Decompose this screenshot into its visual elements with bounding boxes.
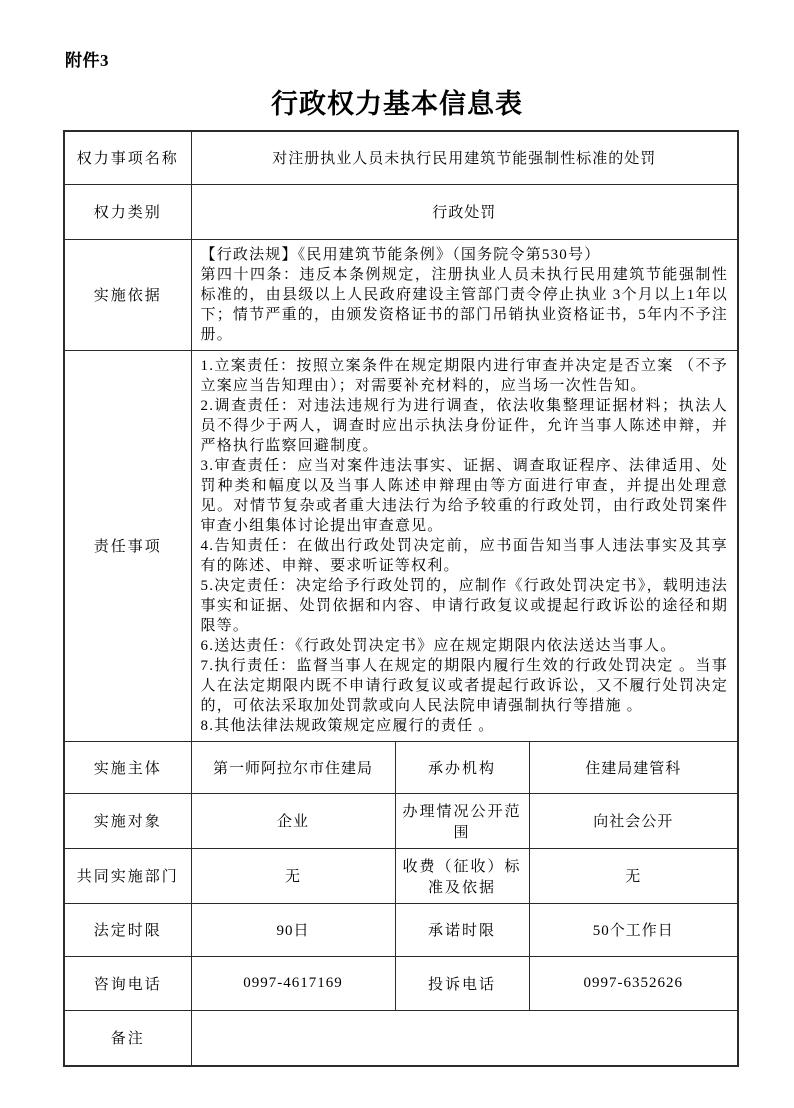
row-label-fee: 收费（征收）标准及依据 xyxy=(395,848,529,903)
table-row-subject xyxy=(64,741,738,793)
row-label-legal-limit: 法定时限 xyxy=(64,903,191,956)
duty-item-3: 3.审查责任：应当对案件违法事实、证据、调查取证程序、法律适用、处罚种类和幅度以及当事人陈述申辩理由等方面进行审查，并提出处理意见。对情节复杂或者重大违法行为给予较重的行政处罚，由行政处罚案件审查小组集体讨论提出审查意见。 xyxy=(200,457,729,534)
row-value-remark xyxy=(191,1010,738,1066)
row-value-legal-limit: 90日 xyxy=(191,903,395,956)
row-value-agency: 住建局建管科 xyxy=(529,741,738,793)
duty-item-2: 2.调查责任：对违法违规行为进行调查，依法收集整理证据材料；执法人员不得少于两人，调查时应出示执法身份证件，允许当事人陈述申辩，并严格执行监察回避制度。 xyxy=(200,397,729,454)
attachment-label: 附件3 xyxy=(65,51,109,70)
row-value-promise-limit: 50个工作日 xyxy=(529,903,738,956)
duty-item-5: 5.决定责任：决定给予行政处罚的，应制作《行政处罚决定书》，载明违法事实和证据、处罚依据和内容、申请行政复议或提起行政诉讼的途径和期限等。 xyxy=(200,577,729,634)
table-row-remark xyxy=(64,1010,738,1066)
table-row-item-name xyxy=(64,131,738,184)
row-label-consult-phone: 咨询电话 xyxy=(64,956,191,1010)
table-row-object xyxy=(64,793,738,848)
duty-item-8: 8.其他法律法规政策规定应履行的责任 。 xyxy=(200,717,495,734)
row-value-fee: 无 xyxy=(529,848,738,903)
info-table xyxy=(63,130,739,1067)
row-label-subject: 实施主体 xyxy=(64,741,191,793)
table-row-basis xyxy=(64,239,738,350)
row-value-consult-phone: 0997-4617169 xyxy=(191,956,395,1010)
row-label-object: 实施对象 xyxy=(64,793,191,848)
row-label-complaint-phone: 投诉电话 xyxy=(395,956,529,1010)
duty-item-4: 4.告知责任：在做出行政处罚决定前，应书面告知当事人违法事实及其享有的陈述、申辩、要求听证等权利。 xyxy=(200,537,729,574)
basis-line-2: 第四十四条：违反本条例规定，注册执业人员未执行民用建筑节能强制性标准的，由县级以上人民政府建设主管部门责令停止执业 3个月以上1年以下；情节严重的，由颁发资格证书的部门吊销执业资格证书，5年内不予注册。 xyxy=(200,266,729,343)
row-label-duty: 责任事项 xyxy=(64,350,191,741)
row-value-basis xyxy=(191,239,738,350)
row-value-disclosure: 向社会公开 xyxy=(529,793,738,848)
table-row-phone xyxy=(64,956,738,1010)
row-value-item-name: 对注册执业人员未执行民用建筑节能强制性标准的处罚 xyxy=(191,131,738,184)
basis-line-1: 【行政法规】《民用建筑节能条例》（国务院令第530号） xyxy=(200,246,601,263)
row-label-joint: 共同实施部门 xyxy=(64,848,191,903)
duty-item-7: 7.执行责任：监督当事人在规定的期限内履行生效的行政处罚决定 。当事人在法定期限内既不申请行政复议或者提起行政诉讼，又不履行处罚决定的，可依法采取加处罚款或向人民法院申请强制执行等措施 。 xyxy=(200,657,729,714)
row-value-power-type: 行政处罚 xyxy=(191,184,738,239)
table-row-power-type xyxy=(64,184,738,239)
row-label-promise-limit: 承诺时限 xyxy=(395,903,529,956)
row-value-duty xyxy=(191,350,738,741)
row-label-agency: 承办机构 xyxy=(395,741,529,793)
row-value-joint: 无 xyxy=(191,848,395,903)
table-row-duty xyxy=(64,350,738,741)
row-value-subject: 第一师阿拉尔市住建局 xyxy=(191,741,395,793)
row-label-power-type: 权力类别 xyxy=(64,184,191,239)
duty-item-6: 6.送达责任：《行政处罚决定书》应在规定期限内依法送达当事人。 xyxy=(200,637,677,654)
row-label-item-name: 权力事项名称 xyxy=(64,131,191,184)
page-title: 行政权力基本信息表 xyxy=(271,89,523,119)
row-value-object: 企业 xyxy=(191,793,395,848)
row-label-basis: 实施依据 xyxy=(64,239,191,350)
table-row-joint xyxy=(64,848,738,903)
row-label-disclosure: 办理情况公开范围 xyxy=(395,793,529,848)
table-row-time-limit xyxy=(64,903,738,956)
duty-item-1: 1.立案责任：按照立案条件在规定期限内进行审查并决定是否立案 （不予立案应当告知理由）；对需要补充材料的，应当场一次性告知。 xyxy=(200,357,729,394)
row-value-complaint-phone: 0997-6352626 xyxy=(529,956,738,1010)
row-label-remark: 备注 xyxy=(64,1010,191,1066)
